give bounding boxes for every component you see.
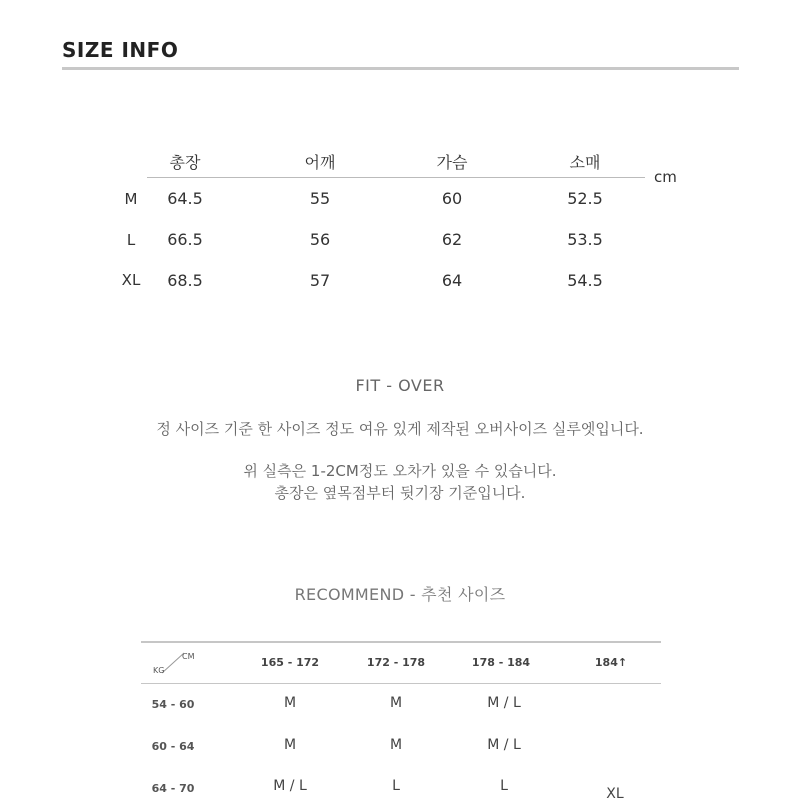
weight-row-label: 60 - 64 xyxy=(151,740,195,753)
size-row-label: XL xyxy=(121,271,141,289)
size-cell: 53.5 xyxy=(567,230,603,249)
recommend-cell: M xyxy=(389,737,403,753)
unit-label: cm xyxy=(654,168,677,186)
recommend-cell: M / L xyxy=(273,778,307,794)
corner-kg-label: KG xyxy=(153,666,165,675)
size-cell: 64.5 xyxy=(167,189,203,208)
size-cell: 54.5 xyxy=(567,271,603,290)
size-cell: 60 xyxy=(441,189,463,208)
size-row-label: L xyxy=(126,231,136,249)
size-cell: 68.5 xyxy=(167,271,203,290)
size-header-divider xyxy=(147,177,645,178)
recommend-cell: L xyxy=(392,778,400,794)
height-col-header: 165 - 172 xyxy=(260,656,320,669)
height-col-header: 172 - 178 xyxy=(366,656,426,669)
size-cell: 52.5 xyxy=(567,189,603,208)
recommend-cell: M xyxy=(283,737,297,753)
size-cell: 66.5 xyxy=(167,230,203,249)
size-cell: 55 xyxy=(309,189,331,208)
recommend-cell: L xyxy=(500,778,508,794)
height-col-header: 178 - 184 xyxy=(471,656,531,669)
corner-cm-label: CM xyxy=(182,652,195,661)
recommend-cell: M xyxy=(283,695,297,711)
size-row-label: M xyxy=(124,190,138,208)
weight-row-label: 54 - 60 xyxy=(151,698,195,711)
size-cell: 62 xyxy=(441,230,463,249)
size-cell: 56 xyxy=(309,230,331,249)
weight-row-label: 64 - 70 xyxy=(151,782,195,795)
recommend-cell: M xyxy=(389,695,403,711)
recommend-cell: M / L xyxy=(487,695,521,711)
recommend-heading: RECOMMEND - 추천 사이즈 xyxy=(294,585,506,604)
recommend-header-divider xyxy=(141,683,661,684)
size-cell: 57 xyxy=(309,271,331,290)
height-col-header: 184↑ xyxy=(594,656,628,669)
length-note: 총장은 옆목점부터 뒷기장 기준입니다. xyxy=(274,484,526,502)
fit-heading: FIT - OVER xyxy=(355,376,445,395)
recommend-cell: XL xyxy=(606,786,624,802)
measurement-note: 위 실측은 1-2CM정도 오차가 있을 수 있습니다. xyxy=(243,462,557,480)
fit-description: 정 사이즈 기준 한 사이즈 정도 여유 있게 제작된 오버사이즈 실루엣입니다. xyxy=(156,420,644,438)
size-col-header: 어깨 xyxy=(304,153,336,172)
recommend-cell: M / L xyxy=(487,737,521,753)
recommend-top-divider xyxy=(141,641,661,643)
size-cell: 64 xyxy=(441,271,463,290)
title-divider xyxy=(62,67,739,70)
size-col-header: 총장 xyxy=(169,153,201,172)
size-col-header: 가슴 xyxy=(436,153,468,172)
size-col-header: 소매 xyxy=(569,153,601,172)
page-title: SIZE INFO xyxy=(62,38,179,62)
